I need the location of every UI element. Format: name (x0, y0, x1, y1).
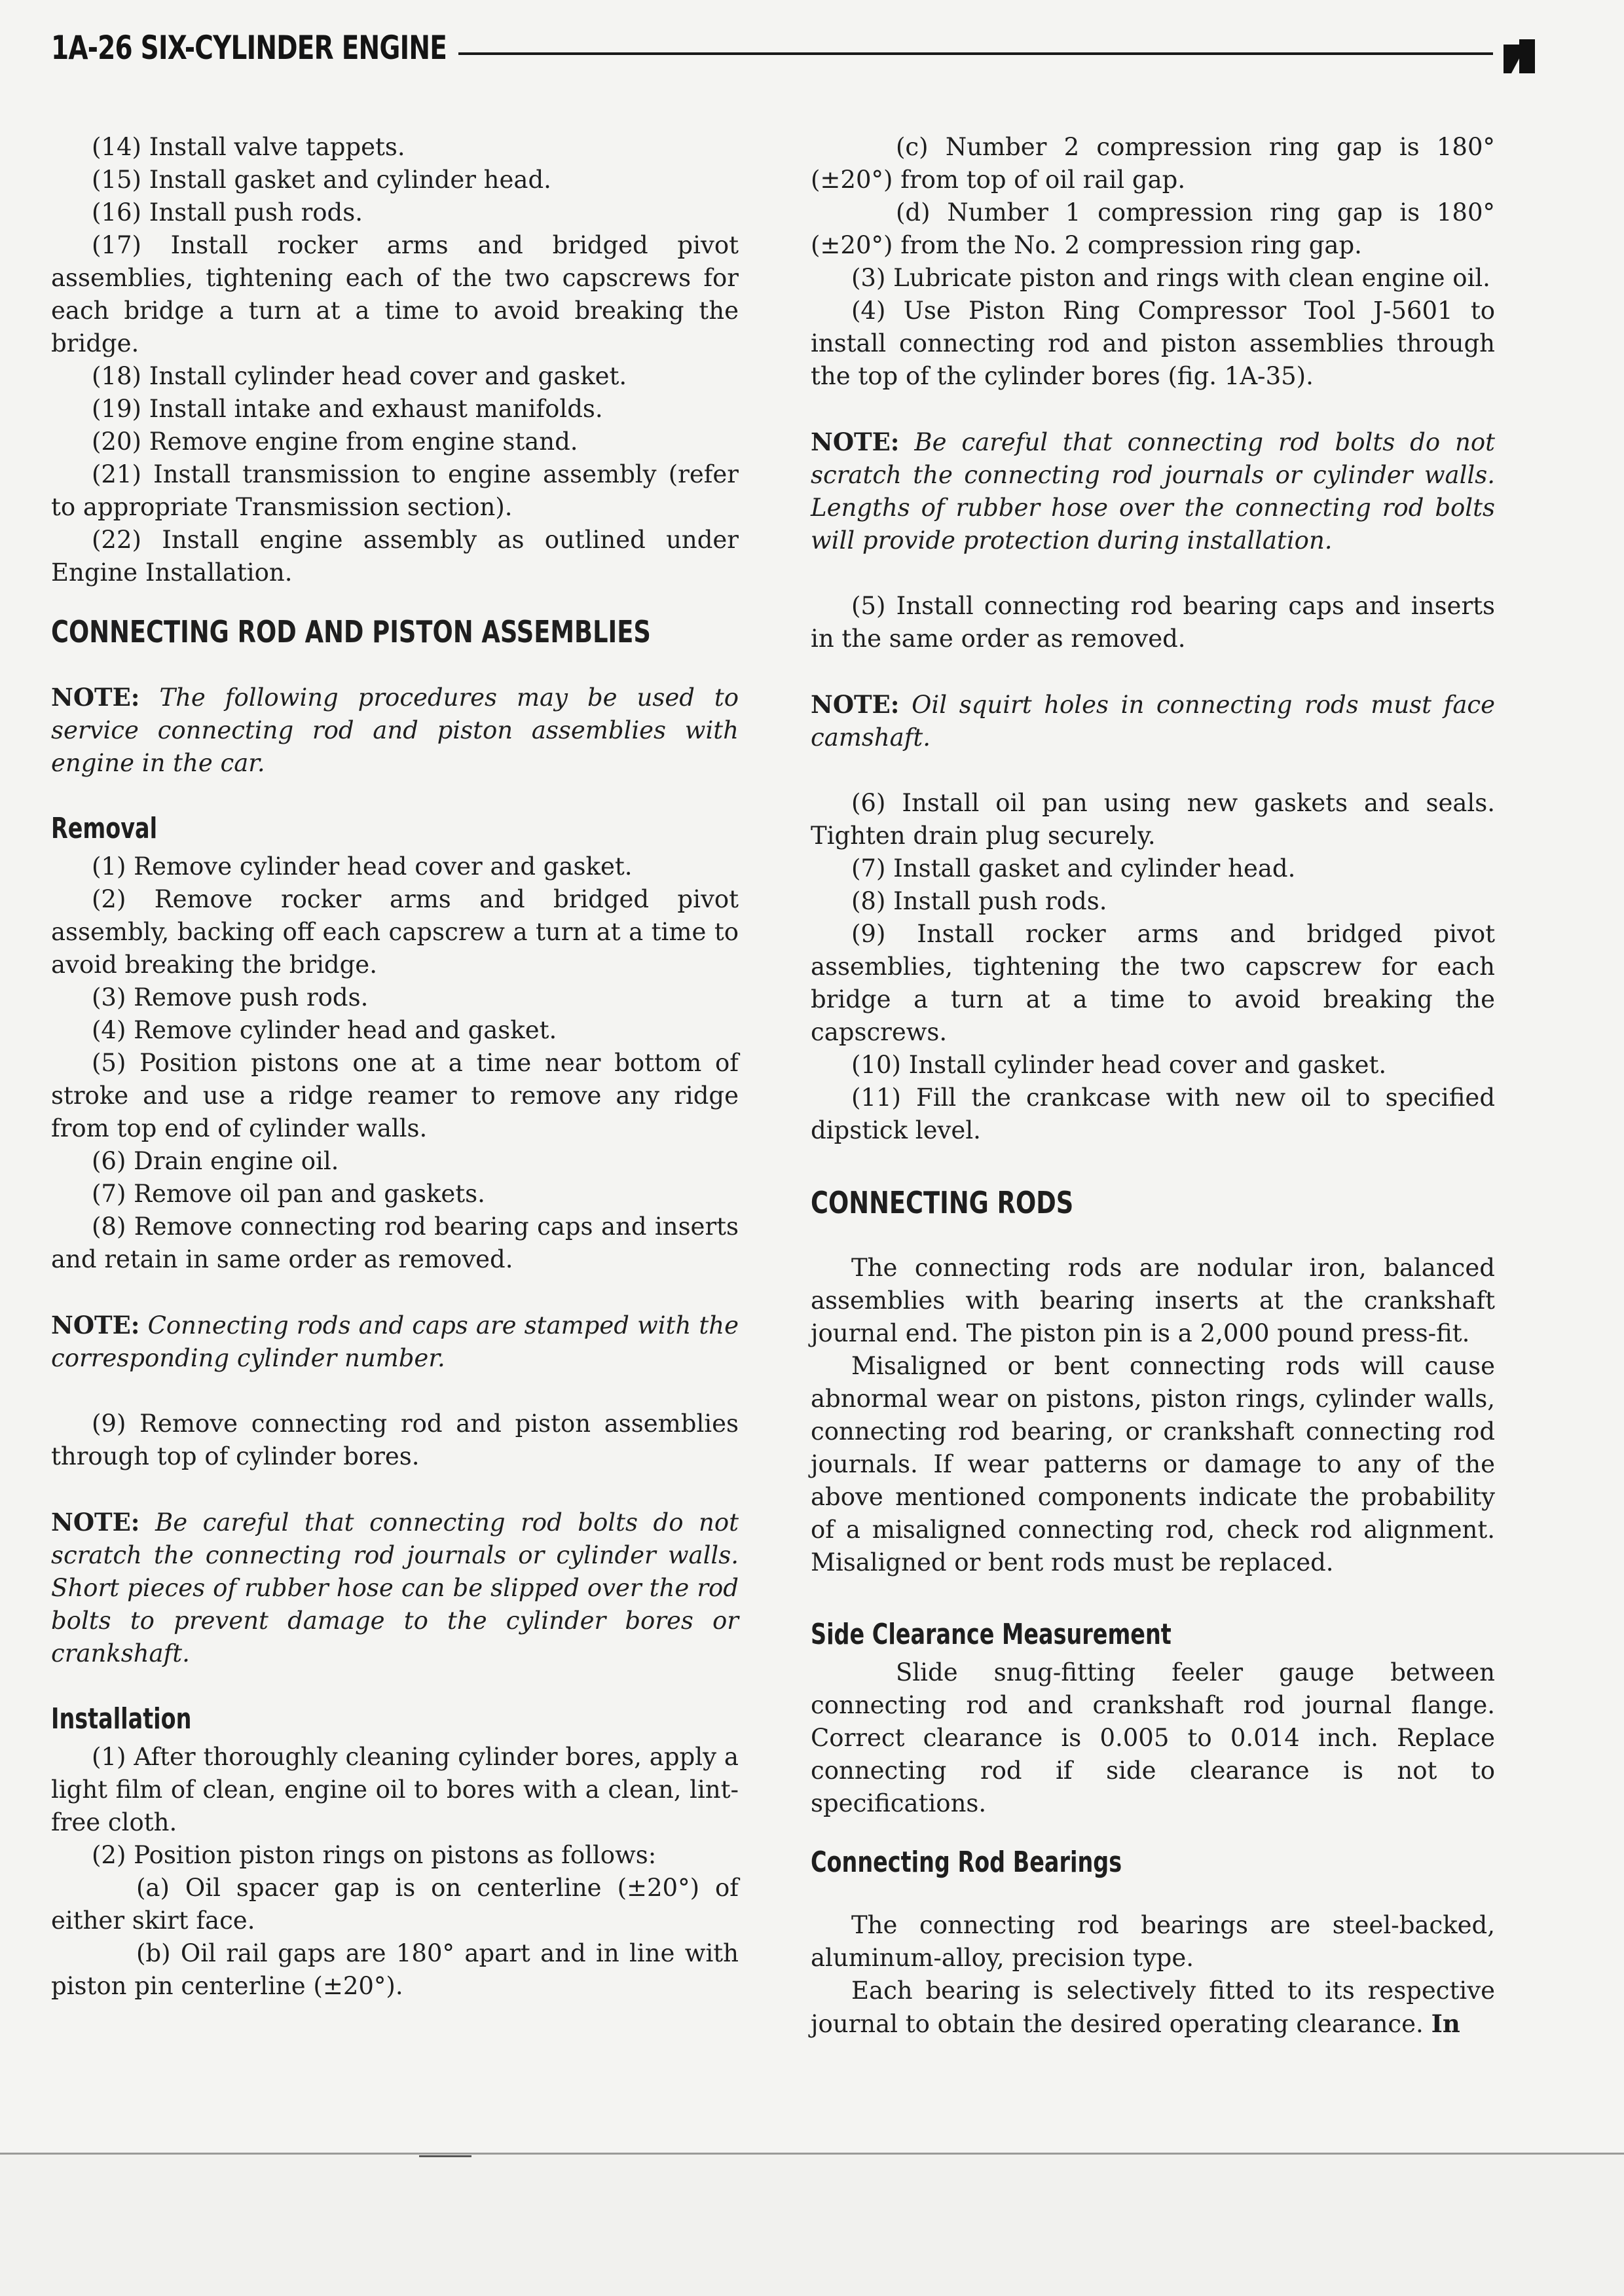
section-heading: CONNECTING ROD AND PISTON ASSEMBLIES (51, 614, 651, 649)
note-text: Oil squirt holes in connecting rods must face camshaft. (811, 691, 1496, 752)
install-substep-c: (c) Number 2 compression ring gap is 180° (±20°) from top of oil rail gap. (811, 133, 1495, 194)
removal-step-8: (8) Remove connecting rod bearing caps and inserts and retain in same order as removed. (51, 1212, 739, 1273)
install-step-3: (3) Lubricate piston and rings with clean engine oil. (851, 264, 1490, 292)
page-title: 1A-26 SIX-CYLINDER ENGINE (51, 29, 447, 67)
step-15: (15) Install gasket and cylinder head. (92, 166, 551, 194)
removal-step-2: (2) Remove rocker arms and bridged pivot assembly, backing off each capscrew a turn at a time to avoid breaking the bridge. (51, 885, 739, 979)
install-substep-b: (b) Oil rail gaps are 180° apart and in line with piston pin centerline (±20°). (51, 1939, 739, 2000)
step-16: (16) Install push rods. (92, 198, 363, 227)
bearings-continued: In (1431, 2009, 1460, 2038)
step-14: (14) Install valve tappets. (92, 133, 405, 161)
note-oil-squirt (811, 688, 1495, 754)
note-label: NOTE: (811, 690, 900, 719)
install-step-1: (1) After thoroughly cleaning cylinder bores, apply a light film of clean, engine oil to bores with a clean, lint-free cloth. (51, 1743, 739, 1836)
install-step-4: (4) Use Piston Ring Compressor Tool J-5601 to install connecting rod and piston assemblies through the top of the cylinder bores (fig. 1A-35). (811, 297, 1495, 390)
note-rod-bolts (51, 1506, 739, 1670)
note-text: Be careful that connecting rod bolts do not scratch the connecting rod journals or cylinder walls. Short pieces of rubber hose can be slipped over the rod bolts to prevent damage to the cylinder bores or crankshaft. (51, 1508, 739, 1667)
side-clearance-paragraph: Slide snug-fitting feeler gauge between connecting rod and crankshaft rod journal flange. Correct clearance is 0.005 to 0.014 inch. Replace connecting rod if side clearance is not to specifications. (811, 1658, 1495, 1817)
right-column (811, 131, 1495, 2041)
header-rule (458, 52, 1493, 55)
step-21: (21) Install transmission to engine assembly (refer to appropriate Transmission section). (51, 460, 739, 521)
section-tab-marker-icon (1504, 39, 1535, 73)
installation-heading: Installation (51, 1702, 192, 1736)
step-18: (18) Install cylinder head cover and gasket. (92, 362, 627, 390)
note-label: NOTE: (51, 683, 140, 712)
step-20: (20) Remove engine from engine stand. (92, 428, 578, 456)
install-step-8: (8) Install push rods. (851, 887, 1107, 915)
note-text: Connecting rods and caps are stamped with the corresponding cylinder number. (51, 1311, 739, 1372)
note-text: The following procedures may be used to service connecting rod and piston assemblies with engine in the car. (51, 683, 739, 777)
rods-paragraph: The connecting rods are nodular iron, balanced assemblies with bearing inserts at the crankshaft journal end. The piston pin is a 2,000 pound press-fit. (811, 1254, 1495, 1347)
install-substep-d: (d) Number 1 compression ring gap is 180° (±20°) from the No. 2 compression ring gap. (811, 198, 1495, 259)
removal-step-4: (4) Remove cylinder head and gasket. (92, 1016, 557, 1044)
bearings-paragraph: The connecting rod bearings are steel-backed, aluminum-alloy, precision type. (811, 1911, 1495, 1972)
install-step-5: (5) Install connecting rod bearing caps and inserts in the same order as removed. (811, 592, 1495, 653)
bearings-text: Each bearing is selectively fitted to its respective journal to obtain the desired operating clearance. (811, 1977, 1495, 2038)
removal-step-9: (9) Remove connecting rod and piston assemblies through top of cylinder bores. (51, 1410, 739, 1470)
page-header (51, 25, 1515, 77)
rod-bearings-heading: Connecting Rod Bearings (811, 1846, 1122, 1879)
note-service-in-car (51, 681, 739, 780)
step-17: (17) Install rocker arms and bridged pivot assemblies, tightening each of the two capscrews for each bridge a turn at a time to avoid breaking the bridge. (51, 231, 739, 357)
removal-step-7: (7) Remove oil pan and gaskets. (92, 1180, 485, 1208)
removal-step-5: (5) Position pistons one at a time near bottom of stroke and use a ridge reamer to remove any ridge from top end of cylinder walls. (51, 1049, 739, 1142)
install-step-11: (11) Fill the crankcase with new oil to specified dipstick level. (811, 1084, 1495, 1144)
note-stamped-rods (51, 1309, 739, 1375)
removal-step-3: (3) Remove push rods. (92, 983, 369, 1011)
bearings-paragraph (811, 1975, 1495, 2041)
rods-paragraph: Misaligned or bent connecting rods will cause abnormal wear on pistons, piston rings, cylinder walls, connecting rod bearing, or crankshaft connecting rod journals. If wear patterns or damage to any of the above mentioned components indicate the probability of a misaligned connecting rod, check rod alignment. Misaligned or bent rods must be replaced. (811, 1352, 1495, 1576)
note-label: NOTE: (811, 428, 900, 456)
note-text: Be careful that connecting rod bolts do not scratch the connecting rod journals or cylinder walls. Lengths of rubber hose over the connecting rod bolts will provide protection during installation. (811, 428, 1495, 555)
install-step-9: (9) Install rocker arms and bridged pivot assemblies, tightening the two capscrew for each bridge a turn at a time to avoid breaking the capscrews. (811, 920, 1495, 1046)
footer-rule (0, 2153, 1624, 2155)
install-step-7: (7) Install gasket and cylinder head. (851, 854, 1296, 883)
left-column (51, 131, 739, 2003)
step-22: (22) Install engine assembly as outlined under Engine Installation. (51, 526, 739, 587)
install-step-6: (6) Install oil pan using new gaskets and seals. Tighten drain plug securely. (811, 789, 1495, 850)
note-rubber-hose (811, 426, 1495, 557)
removal-step-1: (1) Remove cylinder head cover and gasket. (92, 852, 633, 881)
install-step-10: (10) Install cylinder head cover and gasket. (851, 1051, 1387, 1079)
install-step-2: (2) Position piston rings on pistons as follows: (92, 1841, 657, 1869)
note-label: NOTE: (51, 1508, 140, 1537)
step-19: (19) Install intake and exhaust manifolds. (92, 395, 603, 423)
note-label: NOTE: (51, 1311, 140, 1339)
footer-mark (419, 2155, 471, 2157)
install-substep-a: (a) Oil spacer gap is on centerline (±20°) of either skirt face. (51, 1874, 739, 1935)
side-clearance-heading: Side Clearance Measurement (811, 1618, 1172, 1651)
connecting-rods-heading: CONNECTING RODS (811, 1185, 1074, 1220)
removal-heading: Removal (51, 812, 158, 845)
removal-step-6: (6) Drain engine oil. (92, 1147, 339, 1175)
